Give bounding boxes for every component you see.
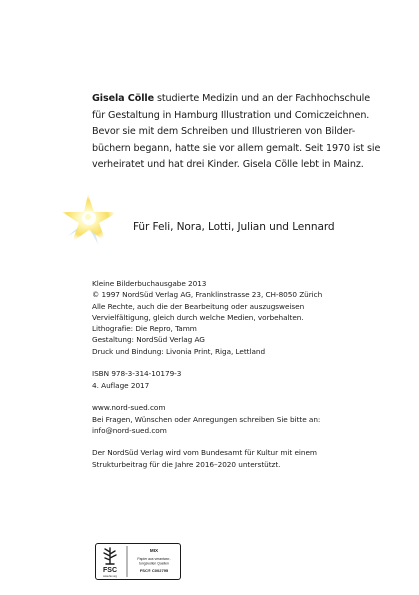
contact-block: [92, 402, 410, 436]
isbn-line: ISBN 978-3-314-10179-3: [92, 369, 182, 379]
dedication: Für Feli, Nora, Lotti, Julian und Lennard: [133, 221, 335, 233]
author-bio: [92, 91, 410, 174]
copyright-line: © 1997 NordSüd Verlag AG, Franklinstrasse 23, CH-8050 Zürich: [92, 290, 323, 300]
fsc-desc-1: Papier aus verantwor-: [137, 557, 171, 561]
bio-line-2: für Gestaltung in Hamburg Illustration und Comiczeichnen.: [92, 109, 370, 121]
fsc-certification-mark: [95, 543, 181, 580]
print-line: Druck und Bindung: Livonia Print, Riga, Lettland: [92, 346, 266, 356]
fsc-mix-label: MIX: [149, 548, 159, 553]
funding-line-2: Strukturbeitrag für die Jahre 2016–2020 unterstützt.: [92, 459, 281, 469]
website-link[interactable]: www.nord-sued.com: [92, 403, 166, 413]
rights-line-2: Vervielfältigung, gleich durch welche Medien, vorbehalten.: [92, 312, 304, 322]
funding-line-1: Der NordSüd Verlag wird vom Bundesamt für Kultur mit einem: [92, 448, 317, 458]
bio-line-1: [92, 91, 410, 108]
design-line: Gestaltung: NordSüd Verlag AG: [92, 335, 205, 345]
bio-line-3: Bevor sie mit dem Schreiben und Illustrieren von Bilder-: [92, 126, 356, 138]
edition-block: [92, 278, 410, 357]
printing-line: 4. Auflage 2017: [92, 380, 150, 390]
fsc-site: www.fsc.org: [103, 575, 117, 578]
bio-line-4: büchern begann, hatte sie vor allem gemalt. Seit 1970 ist sie: [92, 142, 381, 154]
litho-line: Lithografie: Die Repro, Tamm: [92, 324, 197, 334]
edition-line: Kleine Bilderbuchausgabe 2013: [92, 279, 207, 288]
fsc-code: FSC® C002795: [139, 568, 169, 573]
email-link[interactable]: info@nord-sued.com: [92, 425, 167, 435]
author-name: Gisela Cölle: [92, 93, 154, 104]
isbn-block: [92, 368, 410, 391]
bio-line-5: verheiratet und hat drei Kinder. Gisela Cölle lebt in Mainz.: [92, 159, 364, 171]
rights-line-1: Alle Rechte, auch die der Bearbeitung oder auszugsweisen: [92, 301, 305, 311]
fsc-logo-text: FSC: [103, 567, 117, 574]
funding-block: [92, 447, 410, 470]
bio-line-1-text: studierte Medizin und an der Fachhochschule: [154, 93, 371, 104]
imprint: [92, 278, 410, 481]
contact-note: Bei Fragen, Wünschen oder Anregungen schreiben Sie bitte an:: [92, 414, 321, 424]
fsc-desc-2: tungsvollen Quellen: [139, 561, 169, 566]
star-illustration: [58, 190, 124, 250]
star-sparkle: [85, 214, 91, 220]
